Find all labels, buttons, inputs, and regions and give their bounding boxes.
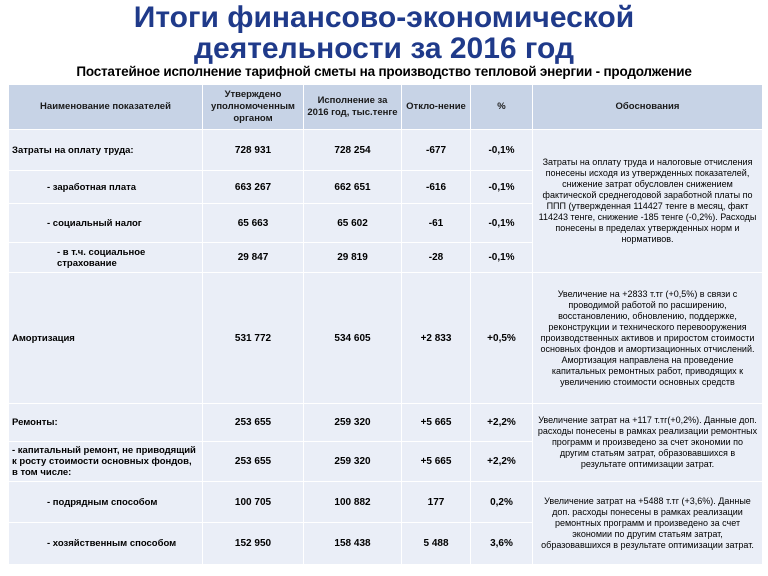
header-deviation: Откло-нение (402, 85, 471, 130)
row-name: Амортизация (9, 273, 203, 404)
row-approved: 663 267 (203, 171, 304, 204)
row-actual: 662 651 (304, 171, 402, 204)
page-title-line-1: Итоги финансово-экономической (133, 1, 635, 34)
table-row (9, 273, 763, 404)
row-deviation: +5 665 (402, 404, 471, 442)
header-percent: % (471, 85, 533, 130)
row-deviation: -28 (402, 243, 471, 273)
row-percent: -0,1% (471, 171, 533, 204)
row-name: Ремонты: (9, 404, 203, 442)
row-approved: 531 772 (203, 273, 304, 404)
note-labor: Затраты на оплату труда и налоговые отчисления понесены исходя из утвержденных показателей, снижение затрат обусловлен снижением фактической среднегодовой заработной платы по ППП (утвержденная 114427 тенге в месяц, факт 114243 тенге, снижение -185 тенге (-0,2%). Расходы понесены в пределах утвержденных норм и нормативов. (533, 130, 763, 273)
row-percent: -0,1% (471, 243, 533, 273)
row-actual: 29 819 (304, 243, 402, 273)
page-title-line-2: деятельности за 2016 год (194, 32, 574, 65)
row-approved: 152 950 (203, 523, 304, 565)
header-name: Наименование показателей (9, 85, 203, 130)
row-deviation: +2 833 (402, 273, 471, 404)
row-deviation: 177 (402, 482, 471, 523)
row-actual: 65 602 (304, 204, 402, 243)
row-name: - заработная плата (9, 171, 203, 204)
header-actual: Исполнение за 2016 год, тыс.тенге (304, 85, 402, 130)
row-name: - социальный налог (9, 204, 203, 243)
row-actual: 259 320 (304, 404, 402, 442)
row-percent: -0,1% (471, 204, 533, 243)
note-amortization: Увеличение на +2833 т.тг (+0,5%) в связи с проводимой работой по расширению, восстановлению, обновлению, поддержке, реконструкции и технического перевооружения производственных активов и приростом стоимости основных фондов и амортизационных отчислений. Амортизация направлена на проведение капитальных ремонтных работ, приводящих к увеличению стоимости основных средств (533, 273, 763, 404)
row-approved: 29 847 (203, 243, 304, 273)
row-approved: 253 655 (203, 442, 304, 482)
row-deviation: -677 (402, 130, 471, 171)
note-repairs: Увеличение затрат на +117 т.тг(+0,2%). Данные доп. расходы понесены в рамках реализации ремонтных программ и произведено за счет экономии по другим статьям затрат, образовавшихся в результате оптимизации затрат. (533, 404, 763, 482)
row-approved: 253 655 (203, 404, 304, 442)
row-percent: +2,2% (471, 404, 533, 442)
row-actual: 728 254 (304, 130, 402, 171)
row-name: - хозяйственным способом (9, 523, 203, 565)
row-percent: 3,6% (471, 523, 533, 565)
row-name: Затраты на оплату труда: (9, 130, 203, 171)
row-actual: 158 438 (304, 523, 402, 565)
row-actual: 259 320 (304, 442, 402, 482)
note-household: Увеличение затрат на +5488 т.тг (+3,6%). Данные доп. расходы понесены в рамках реализации ремонтных программ и произведено за счет экономии по другим статьям затрат, образовавшихся в результате оптимизации затрат. (533, 482, 763, 565)
row-approved: 100 705 (203, 482, 304, 523)
row-name: - в т.ч. социальное страхование (9, 243, 203, 273)
header-justification: Обоснования (533, 85, 763, 130)
header-approved: Утверждено уполномоченным органом (203, 85, 304, 130)
row-deviation: -61 (402, 204, 471, 243)
row-name: - капитальный ремонт, не приводящий к росту стоимости основных фондов, в том числе: (9, 442, 203, 482)
table-row (9, 482, 763, 523)
row-percent: 0,2% (471, 482, 533, 523)
table-row (9, 404, 763, 442)
row-deviation: +5 665 (402, 442, 471, 482)
row-deviation: 5 488 (402, 523, 471, 565)
row-approved: 728 931 (203, 130, 304, 171)
tariff-execution-table (8, 84, 763, 565)
page-title (0, 2, 768, 64)
row-approved: 65 663 (203, 204, 304, 243)
table-header-row (9, 85, 763, 130)
row-percent: +2,2% (471, 442, 533, 482)
row-percent: -0,1% (471, 130, 533, 171)
row-percent: +0,5% (471, 273, 533, 404)
row-actual: 100 882 (304, 482, 402, 523)
row-actual: 534 605 (304, 273, 402, 404)
row-deviation: -616 (402, 171, 471, 204)
table-row (9, 130, 763, 171)
page-subtitle: Постатейное исполнение тарифной сметы на производство тепловой энергии - продолжение (76, 64, 692, 79)
row-name: - подрядным способом (9, 482, 203, 523)
